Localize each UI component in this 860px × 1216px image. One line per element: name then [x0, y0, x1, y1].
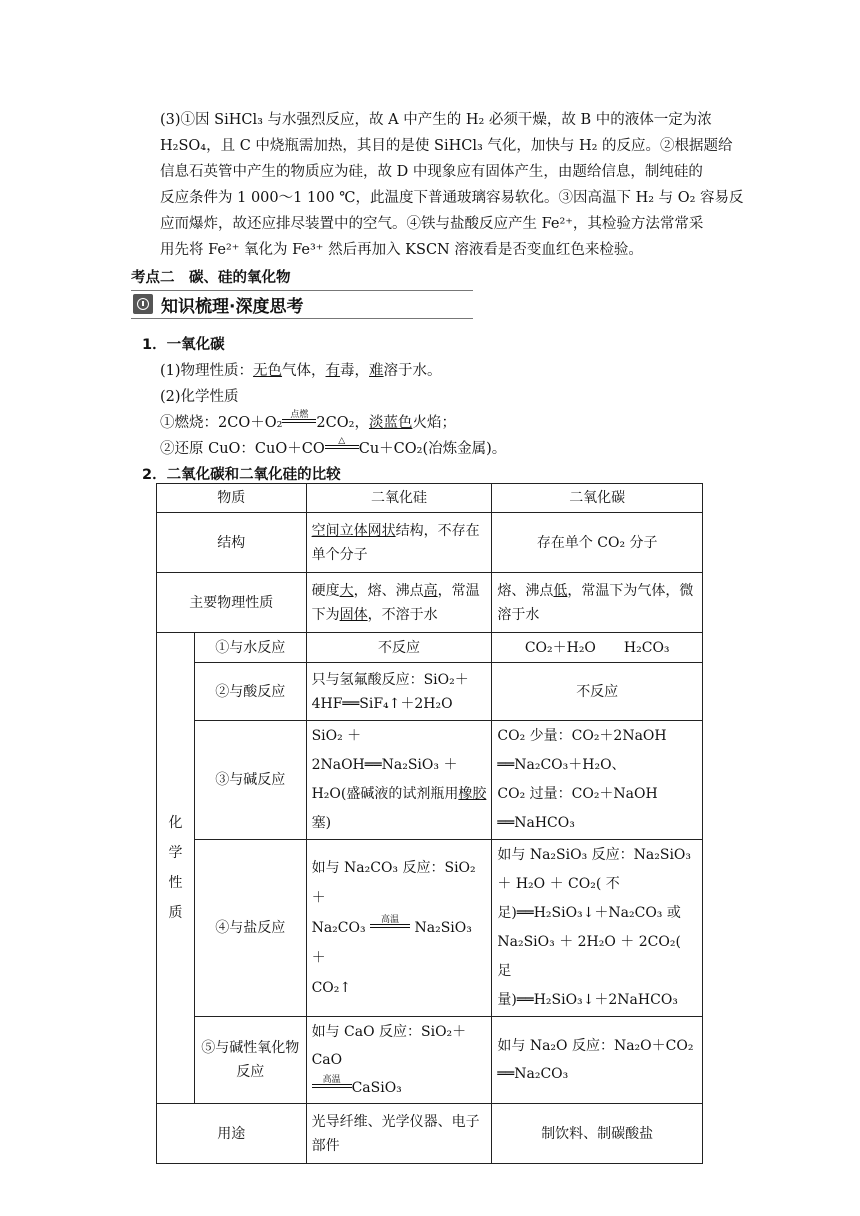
paragraph-line: 用先将 Fe²⁺ 氧化为 Fe³⁺ 然后再加入 KSCN 溶液看是否变血红色来检验。 — [160, 242, 643, 258]
header-cell: 物质 — [157, 484, 307, 513]
table-row — [157, 1017, 703, 1104]
knowledge-banner-title: 知识梳理·深度思考 — [161, 297, 304, 317]
row-label: ③与碱反应 — [194, 721, 306, 840]
paragraph-line: 反应条件为 1 000～1 100 ℃，此温度下普通玻璃容易软化。③因高温下 H₂ 与 O₂ 容易反 — [160, 190, 744, 206]
comparison-table — [156, 483, 703, 1164]
table-cell: 空间立体网状结构，不存在单个分子 — [306, 513, 492, 573]
paragraph-line: H₂SO₄，且 C 中烧瓶需加热，其目的是使 SiHCl₃ 气化，加快与 H₂ 的反应。②根据题给 — [160, 138, 733, 154]
section-2-title: 2．二氧化碳和二氧化硅的比较 — [142, 467, 341, 483]
table-row — [157, 484, 703, 513]
table-row — [157, 840, 703, 1017]
table-cell: CO₂ 少量：CO₂＋2NaOH ══Na₂CO₃＋H₂O、 CO₂ 过量：CO₂＋NaOH ══NaHCO₃ — [492, 721, 703, 840]
table-cell: 如与 CaO 反应：SiO₂＋CaO 高温 CaSiO₃ — [306, 1017, 492, 1104]
table-cell: SiO₂ ＋ 2NaOH══Na₂SiO₃ ＋H₂O(盛碱液的试剂瓶用橡胶塞) — [306, 721, 492, 840]
row-label: ⑤与碱性氧化物反应 — [194, 1017, 306, 1104]
table-cell: 如与 Na₂CO₃ 反应：SiO₂＋ Na₂CO₃ 高温 Na₂SiO₃ ＋ CO₂↑ — [306, 840, 492, 1017]
table-cell: CO₂＋H₂O H₂CO₃ — [492, 633, 703, 663]
table-cell: 制饮料、制碳酸盐 — [492, 1104, 703, 1164]
section-1-title: 1．一氧化碳 — [142, 337, 225, 353]
row-label: ②与酸反应 — [194, 663, 306, 721]
answer-paragraph — [160, 107, 744, 263]
equation-arrow: 高温 — [370, 924, 410, 932]
table-cell: 存在单个 CO₂ 分子 — [492, 513, 703, 573]
clock-icon — [133, 294, 153, 314]
table-cell: 硬度大，熔、沸点高，常温下为固体，不溶于水 — [306, 573, 492, 633]
chemical-properties-label: (2)化学性质 — [160, 389, 239, 405]
section-heading-kaodian: 考点二 碳、硅的氧化物 — [131, 266, 473, 291]
row-label: ④与盐反应 — [194, 840, 306, 1017]
table-row — [157, 633, 703, 663]
paragraph-line: 应而爆炸，故还应排尽装置中的空气。④铁与盐酸反应产生 Fe²⁺，其检验方法常常采 — [160, 216, 704, 232]
reduction-equation: ②还原 CuO：CuO＋CO △ Cu＋CO₂(冶炼金属)。 — [160, 436, 507, 457]
table-cell: 如与 Na₂SiO₃ 反应：Na₂SiO₃ ＋ H₂O ＋ CO₂( 不 足)══H₂SiO₃↓＋Na₂CO₃ 或 Na₂SiO₃ ＋ 2H₂O ＋ 2CO₂( 足 量)══H₂SiO₃↓＋2NaHCO₃ — [492, 840, 703, 1017]
paragraph-line: (3)①因 SiHCl₃ 与水强烈反应，故 A 中产生的 H₂ 必须干燥，故 B 中的液体一定为浓 — [160, 112, 712, 128]
row-label: 结构 — [157, 513, 307, 573]
equation-arrow: 高温 — [312, 1084, 352, 1092]
equation-arrow: △ — [325, 445, 359, 453]
table-cell: 只与氢氟酸反应：SiO₂＋4HF══SiF₄↑＋2H₂O — [306, 663, 492, 721]
table-cell: 如与 Na₂O 反应：Na₂O＋CO₂ ══Na₂CO₃ — [492, 1017, 703, 1104]
table-row — [157, 573, 703, 633]
table-cell: 不反应 — [306, 633, 492, 663]
table-row — [157, 721, 703, 840]
paragraph-line: 信息石英管中产生的物质应为硅，故 D 中现象应有固体产生，由题给信息，制纯硅的 — [160, 164, 703, 180]
header-cell: 二氧化硅 — [306, 484, 492, 513]
table-row — [157, 513, 703, 573]
table-row — [157, 663, 703, 721]
table-row — [157, 1104, 703, 1164]
physical-properties: (1)物理性质：无色气体，有毒，难溶于水。 — [160, 363, 442, 379]
row-label: 用途 — [157, 1104, 307, 1164]
table-cell: 熔、沸点低，常温下为气体，微溶于水 — [492, 573, 703, 633]
knowledge-banner — [131, 292, 473, 319]
row-label: 主要物理性质 — [157, 573, 307, 633]
table-cell: 不反应 — [492, 663, 703, 721]
row-label: ①与水反应 — [194, 633, 306, 663]
header-cell: 二氧化碳 — [492, 484, 703, 513]
table-cell: 光导纤维、光学仪器、电子部件 — [306, 1104, 492, 1164]
combustion-equation: ①燃烧：2CO＋O₂ 点燃 2CO₂，淡蓝色火焰； — [160, 410, 456, 431]
equation-arrow: 点燃 — [282, 419, 316, 427]
chemical-properties-label: 化 学 性 质 — [157, 633, 195, 1104]
